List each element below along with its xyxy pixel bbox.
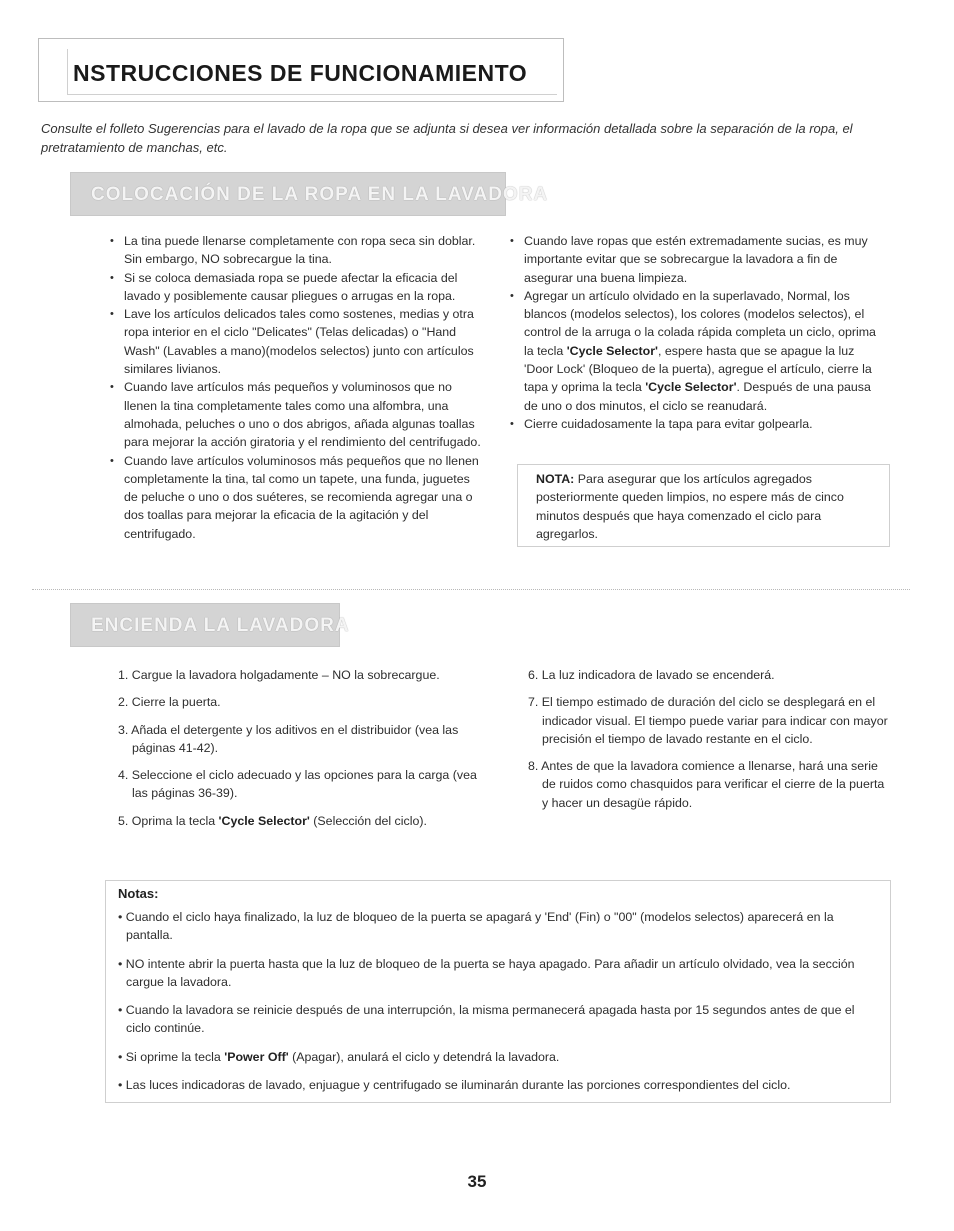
note-item: • Cuando el ciclo haya finalizado, la luz de bloqueo de la puerta se apagará y 'End' (Fin) o "00" (modelos selectos) aparecerá en la pantalla. bbox=[118, 910, 834, 943]
cycle-selector-key-label: 'Cycle Selector' bbox=[645, 380, 737, 395]
text-run: 5. Oprima la tecla bbox=[118, 813, 219, 828]
notas-list bbox=[118, 908, 878, 1104]
intro-paragraph: Consulte el folleto Sugerencias para el lavado de la ropa que se adjunta si desea ver información detallada sobre la separación de la ropa, el pretratamiento de manchas, etc. bbox=[41, 121, 853, 155]
step-item: 4. Seleccione el ciclo adecuado y las opciones para la carga (vea las páginas 36-39). bbox=[118, 768, 477, 801]
step-item: 1. Cargue la lavadora holgadamente – NO la sobrecargue. bbox=[118, 668, 440, 682]
nota-body: Para asegurar que los artículos agregados posteriormente queden limpios, no espere más de cinco minutos después que haya comenzado el ciclo para agregarlos. bbox=[536, 472, 844, 541]
list-item bbox=[516, 287, 886, 415]
note-item: • NO intente abrir la puerta hasta que la luz de bloqueo de la puerta se haya apagado. Para añadir un artículo olvidado, vea la sección cargue la lavadora. bbox=[118, 956, 855, 989]
list-item: • Cierre cuidadosamente la tapa para evitar golpearla. bbox=[516, 415, 886, 433]
power-off-key-label: 'Power Off' bbox=[224, 1049, 289, 1064]
nota-label: NOTA: bbox=[536, 472, 575, 486]
cycle-selector-key-label: 'Cycle Selector' bbox=[218, 813, 310, 828]
text-run: , espere hasta que se apague la luz 'Door Lock' (Bloqueo de la puerta), agregue el artículo, cierre la tapa y oprima la tecla bbox=[524, 343, 872, 395]
step-item: 2. Cierre la puerta. bbox=[118, 695, 221, 710]
cycle-selector-key-label: 'Cycle Selector' bbox=[566, 343, 658, 358]
page-title: NSTRUCCIONES DE FUNCIONAMIENTO bbox=[73, 60, 528, 86]
steps-right-column bbox=[528, 666, 888, 821]
list-item: • Cuando lave artículos voluminosos más pequeños que no llenen completamente la tina, tal como un tapete, una funda, juguetes de peluche o uno o dos suéteres, se recomienda agregar una o dos toallas para mejorar la eficacia de la agitación y del centrifugado. bbox=[116, 452, 486, 543]
step-item: 7. El tiempo estimado de duración del ciclo se desplegará en el indicador visual. El tiempo puede variar para indicar con mayor precisión el tiempo de lavado restante en el ciclo. bbox=[528, 695, 888, 746]
text-run: Agregar un artículo olvidado en la superlavado, Normal, los blancos (modelos selectos), los colores (modelos selectos), el control de la arruga o la colada rápida completa un ciclo, oprima la tecla bbox=[524, 288, 876, 358]
steps-left-column bbox=[118, 666, 488, 839]
text-run: (Apagar), anulará el ciclo y detendrá la lavadora. bbox=[288, 1049, 560, 1064]
text-run: (Selección del ciclo). bbox=[309, 813, 427, 828]
step-item: 8. Antes de que la lavadora comience a llenarse, hará una serie de ruidos como chasquidos para verificar el cierre de la puerta y hacer un desagüe rápido. bbox=[528, 759, 885, 810]
loading-right-column bbox=[516, 232, 886, 433]
note-item bbox=[118, 1048, 878, 1066]
list-item: • Cuando lave ropas que estén extremadamente sucias, es muy importante evitar que se sobrecargue la lavadora a fin de asegurar una buena limpieza. bbox=[516, 232, 886, 287]
section-heading-start: ENCIENDA LA LAVADORA bbox=[70, 603, 340, 647]
text-run: • Si oprime la tecla bbox=[118, 1049, 225, 1064]
loading-left-column bbox=[116, 232, 486, 543]
note-item: • Cuando la lavadora se reinicie después de una interrupción, la misma permanecerá apagada hasta por 15 segundos antes de que el ciclo continúe. bbox=[118, 1003, 855, 1036]
list-item: • Cuando lave artículos más pequeños y voluminosos que no llenen la tina completamente tales como una alfombra, una almohada, peluches o uno o dos abrigos, añada algunas toallas para mejorar la acción giratoria y el rendimiento del centrifugado. bbox=[116, 378, 486, 451]
nota-callout bbox=[536, 470, 876, 543]
note-item: • Las luces indicadoras de lavado, enjuague y centrifugado se iluminarán durante las porciones correspondientes del ciclo. bbox=[118, 1078, 791, 1093]
step-item bbox=[118, 812, 488, 830]
page-number: 35 bbox=[467, 1172, 487, 1191]
section-heading-loading: COLOCACIÓN DE LA ROPA EN LA LAVADORA bbox=[70, 172, 506, 216]
list-item: • Lave los artículos delicados tales como sostenes, medias y otra ropa interior en el ciclo "Delicates" (Telas delicadas) o "Hand Wash" (Lavables a mano)(modelos selectos) junto con artículos similares livianos. bbox=[116, 305, 486, 378]
section-divider bbox=[32, 589, 910, 590]
text-run: . Después de una pausa de uno o dos minutos, el ciclo se reanudará. bbox=[524, 380, 871, 413]
step-item: 6. La luz indicadora de lavado se encenderá. bbox=[528, 668, 775, 682]
step-item: 3. Añada el detergente y los aditivos en el distribuidor (vea las páginas 41-42). bbox=[118, 722, 459, 755]
list-item: • La tina puede llenarse completamente con ropa seca sin doblar. Sin embargo, NO sobrecargue la tina. bbox=[116, 232, 486, 269]
list-item: • Si se coloca demasiada ropa se puede afectar la eficacia del lavado y posiblemente causar pliegues o arrugas en la ropa. bbox=[116, 269, 486, 306]
notas-title: Notas: bbox=[118, 886, 159, 901]
